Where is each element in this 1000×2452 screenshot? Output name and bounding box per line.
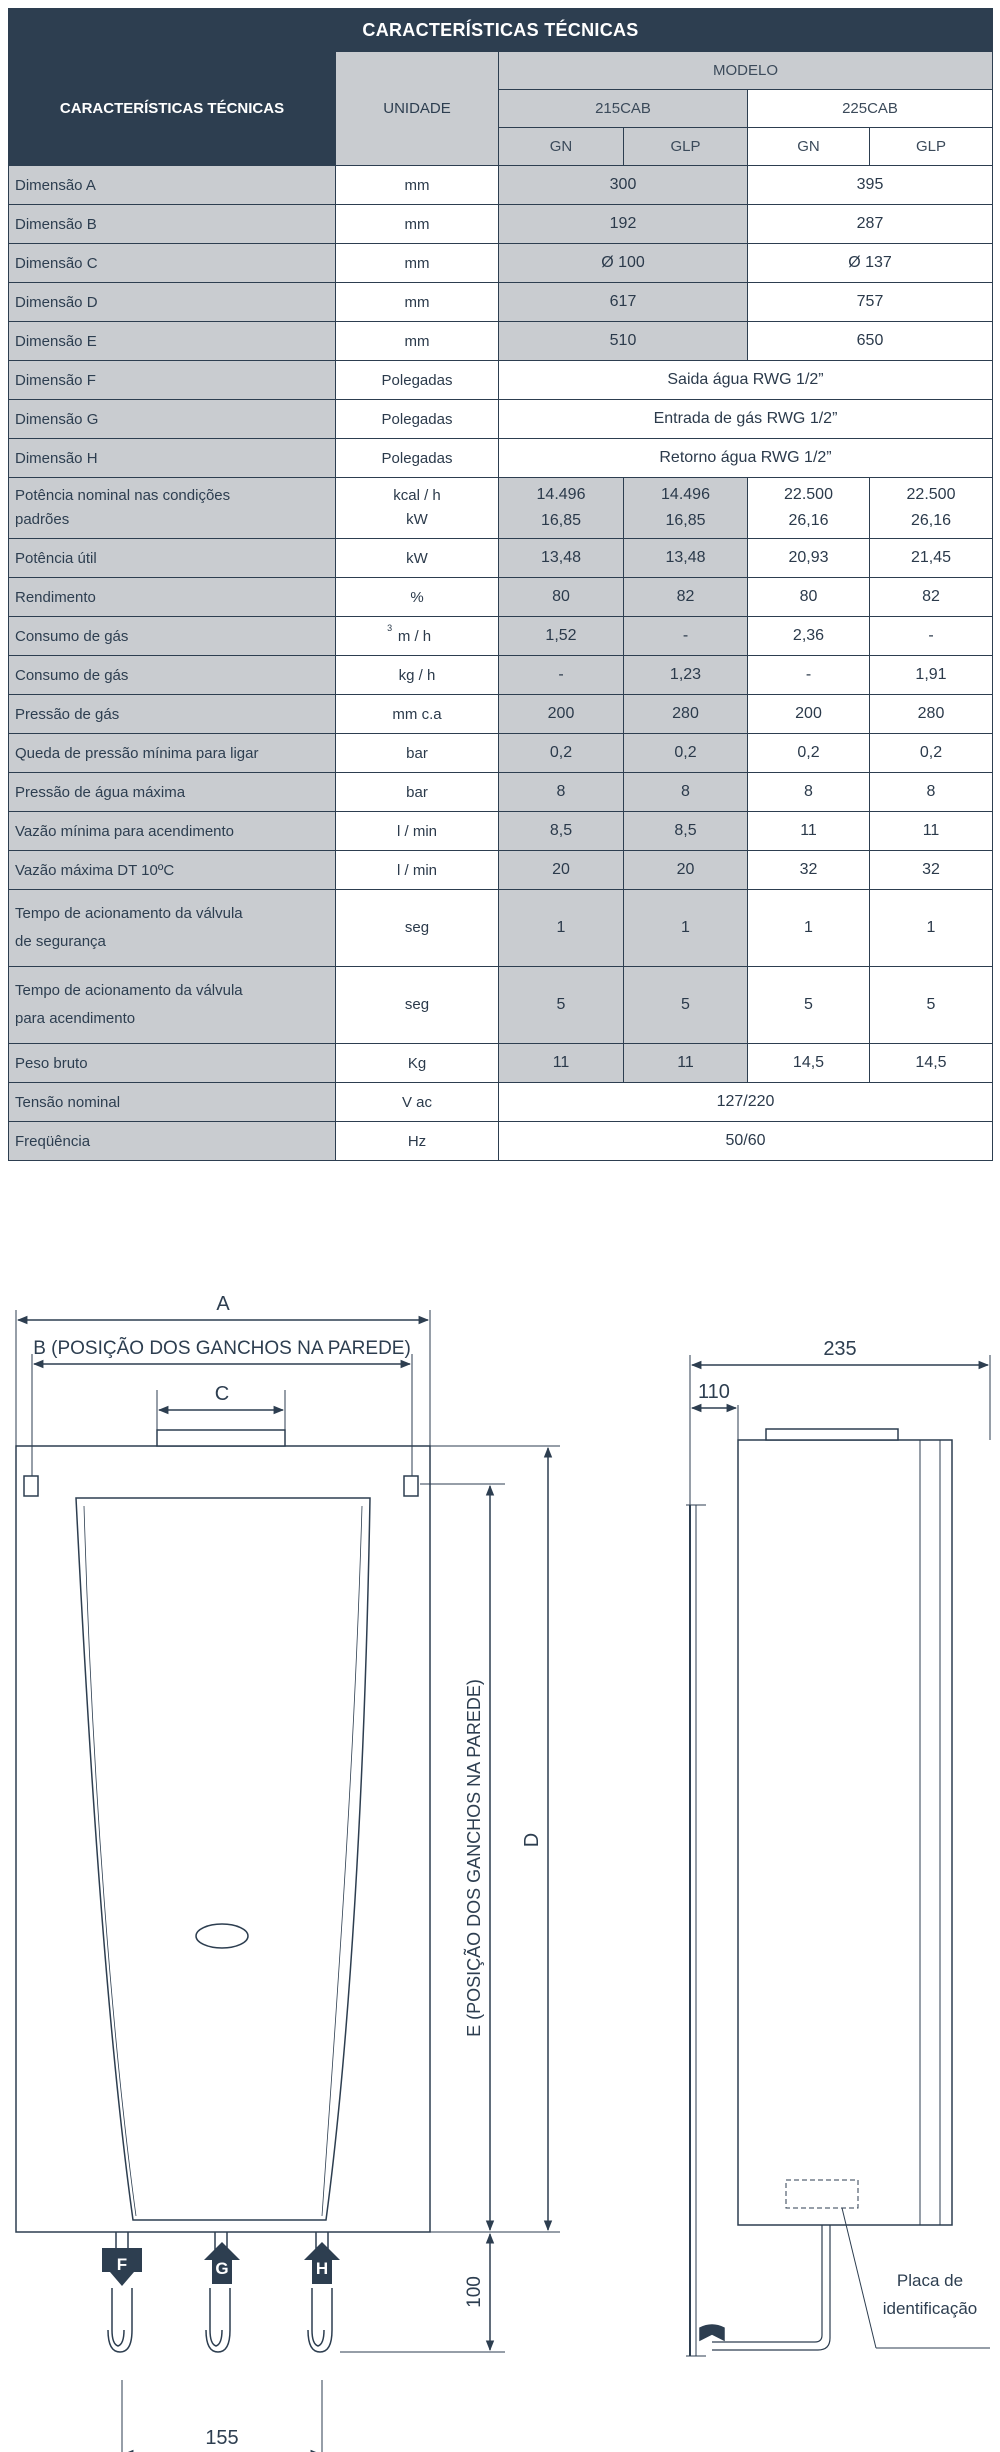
row-unit — [336, 1044, 499, 1083]
value-cell: 32 — [870, 851, 993, 890]
connection-g-label: G — [215, 2259, 229, 2278]
row-label: Consumo de gás — [9, 617, 336, 656]
value-cell: 8 — [748, 773, 870, 812]
table-row — [9, 166, 993, 205]
value-cell: Entrada de gás RWG 1/2” — [499, 400, 993, 439]
row-unit-text: kcal / h kW — [393, 487, 441, 528]
row-unit — [336, 205, 499, 244]
table-row — [9, 773, 993, 812]
row-label: Tempo de acionamento da válvula para acendimento — [9, 967, 336, 1044]
row-label: Dimensão E — [9, 322, 336, 361]
row-unit — [336, 166, 499, 205]
value-cell: 0,2 — [870, 734, 993, 773]
value-cell: - — [624, 617, 748, 656]
row-unit — [336, 617, 499, 656]
value-cell: 21,45 — [870, 539, 993, 578]
value-cell: 8 — [870, 773, 993, 812]
row-label: Rendimento — [9, 578, 336, 617]
row-unit-superscript: 3 — [387, 623, 393, 633]
row-unit — [336, 656, 499, 695]
spec-table-container — [8, 8, 992, 1161]
row-unit — [336, 400, 499, 439]
row-label: Vazão mínima para acendimento — [9, 812, 336, 851]
table-row — [9, 617, 993, 656]
row-label: Dimensão F — [9, 361, 336, 400]
row-unit-text: bar — [406, 744, 428, 762]
row-label: Consumo de gás — [9, 656, 336, 695]
dim-b-label: B (POSIÇÃO DOS GANCHOS NA PAREDE) — [33, 1338, 411, 1359]
connection-f-label: F — [116, 2255, 128, 2274]
value-cell: 20 — [624, 851, 748, 890]
value-cell: 0,2 — [748, 734, 870, 773]
table-title: CARACTERÍSTICAS TÉCNICAS — [9, 9, 993, 52]
value-cell: 20 — [499, 851, 624, 890]
row-unit-text: seg — [404, 995, 430, 1013]
row-label: Dimensão D — [9, 283, 336, 322]
value-cell: 20,93 — [748, 539, 870, 578]
row-unit-text: Hz — [407, 1132, 427, 1150]
header-gas-glp: GLP — [624, 128, 748, 166]
row-unit — [336, 578, 499, 617]
row-unit-text: Polegadas — [381, 449, 453, 467]
row-label: Potência útil — [9, 539, 336, 578]
row-label: Pressão de gás — [9, 695, 336, 734]
header-model: MODELO — [499, 52, 993, 90]
dim-e-label: E (POSIÇÃO DOS GANCHOS NA PAREDE) — [464, 1679, 484, 2037]
value-cell: Saida água RWG 1/2” — [499, 361, 993, 400]
table-row — [9, 361, 993, 400]
value-cell: 1,23 — [624, 656, 748, 695]
row-unit-text: Polegadas — [381, 371, 453, 389]
row-unit-text: mm — [404, 293, 430, 311]
value-cell: 287 — [748, 205, 993, 244]
value-cell: 11 — [499, 1044, 624, 1083]
value-cell: 617 — [499, 283, 748, 322]
value-cell: 200 — [748, 695, 870, 734]
value-cell: 8,5 — [624, 812, 748, 851]
value-cell: 2,36 — [748, 617, 870, 656]
value-cell: 14.496 16,85 — [624, 478, 748, 539]
value-cell: 1 — [624, 890, 748, 967]
header-gas-gn: GN — [748, 128, 870, 166]
row-label: Peso bruto — [9, 1044, 336, 1083]
row-unit-text: Polegadas — [381, 410, 453, 428]
connection-h-label: H — [315, 2259, 329, 2278]
table-row — [9, 439, 993, 478]
table-row — [9, 478, 993, 539]
value-cell: 82 — [624, 578, 748, 617]
row-label: Pressão de água máxima — [9, 773, 336, 812]
row-unit — [336, 439, 499, 478]
row-label: Potência nominal nas condições padrões — [9, 478, 336, 539]
row-label: Tensão nominal — [9, 1083, 336, 1122]
value-cell: 5 — [499, 967, 624, 1044]
table-row — [9, 539, 993, 578]
value-cell: 13,48 — [624, 539, 748, 578]
value-cell: 11 — [748, 812, 870, 851]
value-cell: Ø 137 — [748, 244, 993, 283]
row-unit-text: mm — [404, 176, 430, 194]
row-label: Dimensão H — [9, 439, 336, 478]
row-unit — [336, 734, 499, 773]
value-cell: 757 — [748, 283, 993, 322]
value-cell: 650 — [748, 322, 993, 361]
plate-label-line-1: Placa de — [896, 2271, 964, 2290]
table-row — [9, 1083, 993, 1122]
value-cell: 50/60 — [499, 1122, 993, 1161]
row-unit-text: l / min — [396, 861, 437, 879]
value-cell: 22.500 26,16 — [870, 478, 993, 539]
value-cell: 1 — [499, 890, 624, 967]
header-gas-glp: GLP — [870, 128, 993, 166]
row-unit — [336, 1083, 499, 1122]
value-cell: 280 — [870, 695, 993, 734]
row-label: Dimensão B — [9, 205, 336, 244]
value-cell: - — [870, 617, 993, 656]
dim-100-label: 100 — [464, 2276, 485, 2308]
value-cell: 14.496 16,85 — [499, 478, 624, 539]
table-row — [9, 967, 993, 1044]
side-view — [686, 1429, 990, 2356]
dim-155-label: 155 — [205, 2427, 239, 2449]
value-cell: 510 — [499, 322, 748, 361]
table-row — [9, 812, 993, 851]
header-model-215cab: 215CAB — [499, 90, 748, 128]
table-row — [9, 890, 993, 967]
row-unit-text: mm — [404, 215, 430, 233]
value-cell: 80 — [499, 578, 624, 617]
row-unit — [336, 890, 499, 967]
value-cell: 5 — [624, 967, 748, 1044]
header-characteristics: CARACTERÍSTICAS TÉCNICAS — [9, 52, 336, 166]
row-unit-text: l / min — [396, 822, 437, 840]
value-cell: 1,52 — [499, 617, 624, 656]
value-cell: 82 — [870, 578, 993, 617]
row-unit-text: seg — [404, 918, 430, 936]
value-cell: 200 — [499, 695, 624, 734]
spec-table-body — [9, 166, 993, 1161]
row-unit-text: mm — [404, 254, 430, 272]
dim-d-label: D — [521, 1832, 543, 1848]
value-cell: - — [499, 656, 624, 695]
table-row — [9, 734, 993, 773]
row-unit — [336, 361, 499, 400]
value-cell: 22.500 26,16 — [748, 478, 870, 539]
row-unit — [336, 695, 499, 734]
value-cell: 8 — [624, 773, 748, 812]
value-cell: Retorno água RWG 1/2” — [499, 439, 993, 478]
value-cell: 5 — [748, 967, 870, 1044]
value-cell: - — [748, 656, 870, 695]
table-row — [9, 1122, 993, 1161]
value-cell: Ø 100 — [499, 244, 748, 283]
value-cell: 8 — [499, 773, 624, 812]
row-label: Dimensão C — [9, 244, 336, 283]
table-row — [9, 1044, 993, 1083]
row-label: Dimensão A — [9, 166, 336, 205]
value-cell: 127/220 — [499, 1083, 993, 1122]
value-cell: 1,91 — [870, 656, 993, 695]
row-unit-text: mm — [404, 332, 430, 350]
row-unit-text: V ac — [401, 1093, 432, 1111]
plate-label-line-2: identificação — [882, 2299, 978, 2318]
row-unit — [336, 812, 499, 851]
value-cell: 1 — [748, 890, 870, 967]
value-cell: 32 — [748, 851, 870, 890]
row-unit-text: Kg — [407, 1054, 427, 1072]
value-cell: 1 — [870, 890, 993, 967]
value-cell: 5 — [870, 967, 993, 1044]
row-label: Freqüência — [9, 1122, 336, 1161]
table-row — [9, 578, 993, 617]
value-cell: 192 — [499, 205, 748, 244]
value-cell: 300 — [499, 166, 748, 205]
table-row — [9, 656, 993, 695]
table-row — [9, 851, 993, 890]
row-unit-text: % — [410, 588, 424, 606]
dimension-drawing — [0, 1240, 1000, 2452]
front-view — [16, 1430, 430, 2232]
row-unit — [336, 1122, 499, 1161]
dim-235-label: 235 — [823, 1338, 857, 1360]
value-cell: 14,5 — [748, 1044, 870, 1083]
value-cell: 80 — [748, 578, 870, 617]
value-cell: 14,5 — [870, 1044, 993, 1083]
table-row — [9, 244, 993, 283]
table-row — [9, 205, 993, 244]
row-label: Queda de pressão mínima para ligar — [9, 734, 336, 773]
row-unit — [336, 851, 499, 890]
row-unit-text: m / h — [397, 628, 432, 645]
table-row — [9, 283, 993, 322]
spec-table — [8, 8, 993, 1161]
row-unit — [336, 773, 499, 812]
row-unit-text: kW — [406, 549, 428, 567]
row-unit — [336, 322, 499, 361]
row-unit — [336, 478, 499, 539]
value-cell: 11 — [870, 812, 993, 851]
table-row — [9, 400, 993, 439]
row-label: Vazão máxima DT 10ºC — [9, 851, 336, 890]
table-row — [9, 322, 993, 361]
header-gas-gn: GN — [499, 128, 624, 166]
value-cell: 13,48 — [499, 539, 624, 578]
header-model-225cab: 225CAB — [748, 90, 993, 128]
value-cell: 280 — [624, 695, 748, 734]
value-cell: 11 — [624, 1044, 748, 1083]
dim-c-label: C — [214, 1383, 230, 1405]
value-cell: 0,2 — [624, 734, 748, 773]
row-label: Dimensão G — [9, 400, 336, 439]
row-unit — [336, 967, 499, 1044]
table-row — [9, 695, 993, 734]
row-unit-text: mm c.a — [392, 705, 442, 723]
value-cell: 0,2 — [499, 734, 624, 773]
row-unit-text: kg / h — [398, 666, 436, 684]
dim-a-label: A — [216, 1293, 230, 1315]
value-cell: 395 — [748, 166, 993, 205]
row-unit — [336, 539, 499, 578]
row-label: Tempo de acionamento da válvula de segurança — [9, 890, 336, 967]
value-cell: 8,5 — [499, 812, 624, 851]
header-unit: UNIDADE — [336, 52, 499, 166]
row-unit — [336, 244, 499, 283]
row-unit-text: bar — [406, 783, 428, 801]
dim-110-label: 110 — [698, 1381, 730, 1403]
row-unit — [336, 283, 499, 322]
